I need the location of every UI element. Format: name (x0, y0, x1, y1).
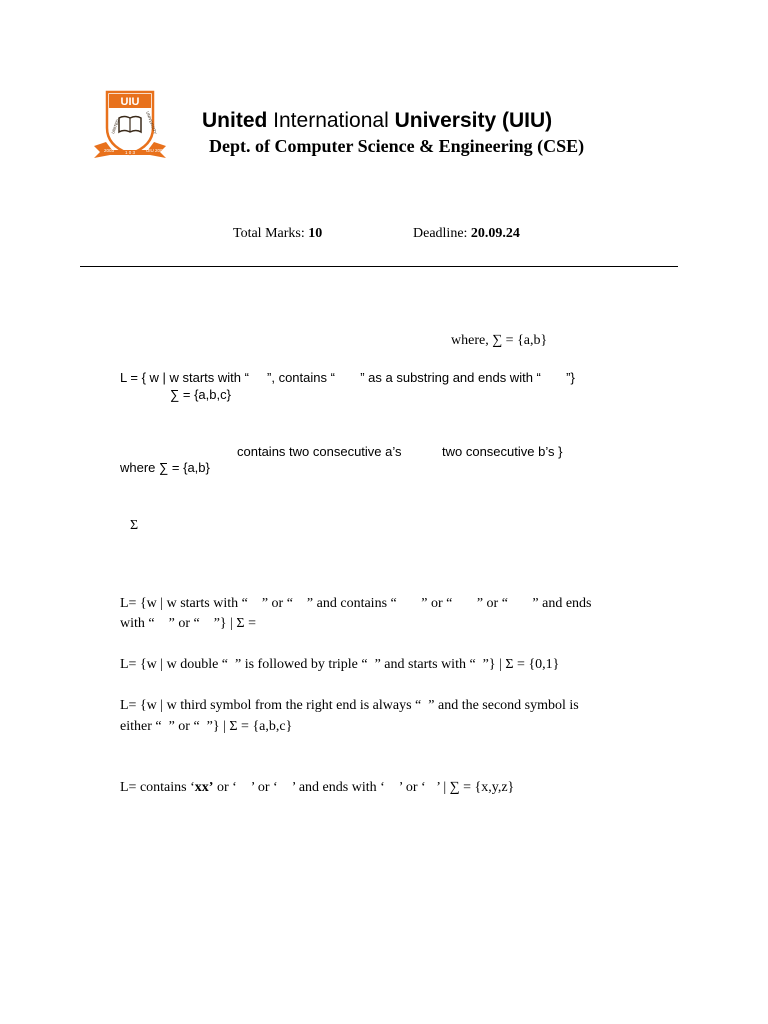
question-line-8: with “ ” or “ ”} | Σ = (120, 616, 256, 631)
total-marks-label: Total Marks: (233, 226, 305, 241)
logo-right-text: UNIVERSITY (145, 110, 158, 135)
logo-ribbon-right-text: UIU 2003 (146, 148, 166, 153)
question-line-3: ∑ = {a,b,c} (170, 387, 231, 402)
question-line-11: either “ ” or “ ”} | Σ = {a,b,c} (120, 719, 293, 734)
question-line-1: where, ∑ = {a,b} (451, 333, 548, 348)
deadline-value: 20.09.24 (470, 226, 520, 241)
question-line-12-post: or ‘ ’ or ‘ ’ and ends with ‘ ’ or ‘ ’ | ∑ = {x,y,z} (213, 780, 515, 795)
total-marks (233, 226, 322, 242)
university-title-bold-2: University (UIU) (394, 109, 553, 132)
logo-top-text: UIU (120, 96, 140, 108)
uiu-logo (92, 88, 168, 162)
university-title-bold-1: United (202, 109, 268, 132)
logo-left-text: UNITED (110, 118, 121, 135)
question-line-12-bold: xx’ (194, 780, 214, 795)
question-line-2: L = { w | w starts with “ ”, contains “ ” as a substring and ends with “ ”} (120, 370, 575, 385)
logo-ribbon-left-text: 2003 (104, 148, 115, 153)
question-line-9: L= {w | w double “ ” is followed by triple “ ” and starts with “ ”} | Σ = {0,1} (120, 657, 560, 672)
question-line-5: where ∑ = {a,b} (120, 460, 210, 475)
logo-bottom-text: 1 0 3 (124, 150, 136, 155)
question-line-7: L= {w | w starts with “ ” or “ ” and contains “ ” or “ ” or “ ” and ends (120, 596, 592, 611)
question-line-12-pre: L= contains ‘ (120, 780, 195, 795)
total-marks-value: 10 (308, 226, 323, 241)
university-title (202, 109, 552, 133)
question-line-4a: contains two consecutive a’s (237, 444, 402, 459)
header-divider (80, 266, 678, 267)
deadline (413, 226, 520, 242)
question-line-12 (120, 780, 514, 796)
department-title: Dept. of Computer Science & Engineering (CSE) (209, 136, 585, 156)
question-line-6: Σ (130, 518, 139, 533)
deadline-label: Deadline: (413, 226, 468, 241)
university-title-regular: International (273, 109, 389, 132)
question-line-4b: two consecutive b’s } (442, 444, 563, 459)
question-line-10: L= {w | w third symbol from the right end is always “ ” and the second symbol is (120, 698, 579, 713)
